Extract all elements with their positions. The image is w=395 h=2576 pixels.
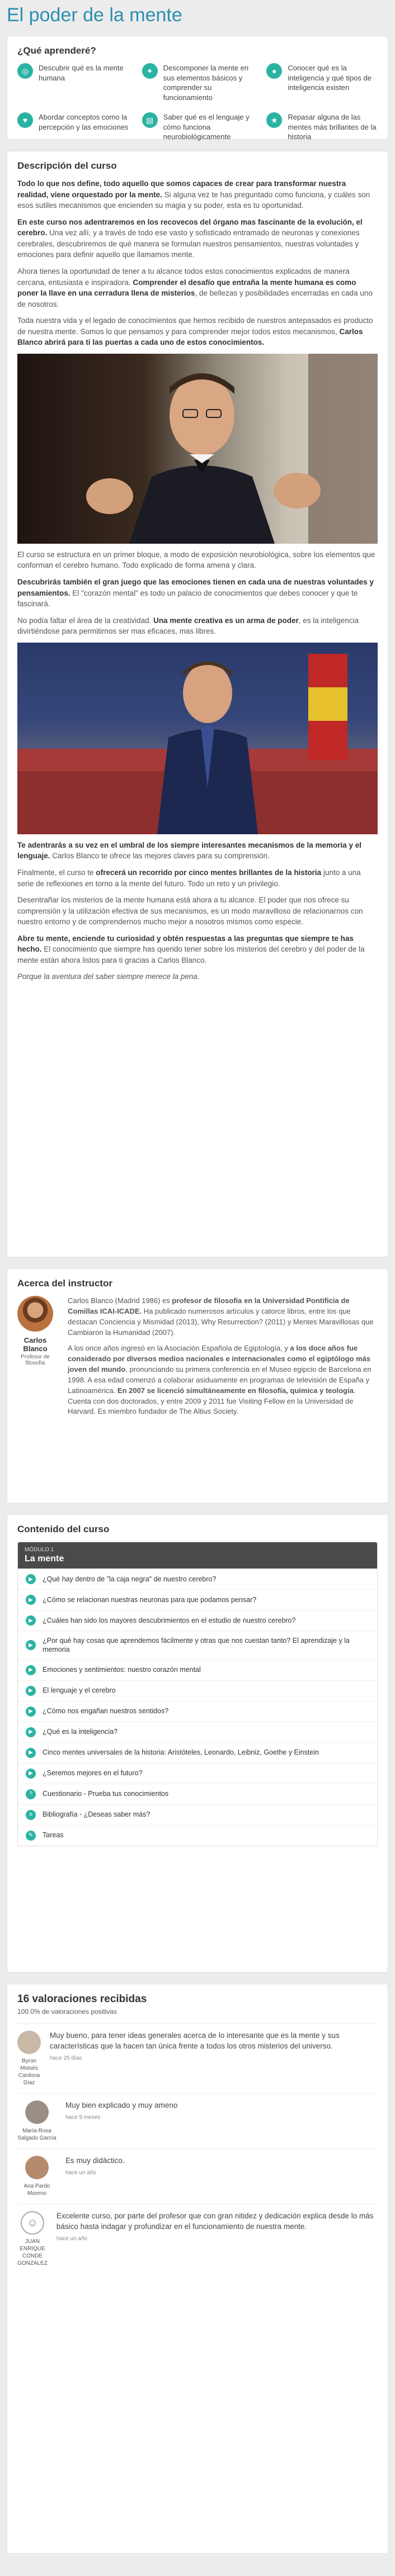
- lesson-title: El lenguaje y el cerebro: [43, 1686, 116, 1695]
- lesson-item[interactable]: [18, 1701, 377, 1722]
- bio-bold: En 2007 se licenció simultáneamente en filosofía, química y teología: [117, 1386, 354, 1395]
- reviews-subtitle: 100.0% de valoraciones positivas: [17, 2008, 117, 2016]
- reviewer-avatar: [17, 2031, 41, 2054]
- lesson-title: ¿Cómo se relacionan nuestras neuronas para que podamos pensar?: [43, 1595, 257, 1604]
- module-header[interactable]: [18, 1542, 377, 1569]
- learn-item: [17, 63, 129, 102]
- desc-bold: Abre tu mente, enciende tu curiosidad y obtén respuestas a las preguntas que siempre te has hecho.: [17, 934, 354, 954]
- bio-text: Ha publicado numerosos artículos y catorce libros, entre los que destacan Conciencia y Mismidad (2013), Why Resurrection? (2011) y Mentes Maravillosas que Cambiaron la Humanidad (2007).: [68, 1306, 374, 1337]
- description-card: [7, 151, 388, 1257]
- lesson-title: Emociones y sentimientos: nuestro corazón mental: [43, 1666, 201, 1674]
- reviewer-name: Byron Moisés Cardona Díaz: [18, 2058, 40, 2086]
- desc-text: El conocimiento que siempre has querido tener sobre los misterios del cerebro y del poder de la mente están ahora listos para ti gracias a Carlos Blanco.: [17, 945, 365, 964]
- lesson-item[interactable]: [18, 1680, 377, 1701]
- desc-text: junto a una serie de reflexiones en torno a la mente del futuro. Todo un reto y un privilegio.: [17, 868, 361, 888]
- review-text: Muy bien explicado y muy ameno: [65, 2101, 178, 2109]
- lesson-item[interactable]: [18, 1610, 377, 1631]
- star-icon: ★: [266, 112, 282, 128]
- play-icon: ▶: [26, 1769, 36, 1779]
- review-date: hace un año: [56, 2235, 87, 2242]
- learn-item-text: Descomponer la mente en sus elementos básicos y comprender su funcionamiento: [163, 64, 249, 102]
- desc-paragraph: [17, 315, 378, 348]
- learn-item-text: Abordar conceptos como la percepción y las emociones: [39, 113, 129, 131]
- review-item: [17, 2093, 378, 2149]
- play-icon: ▶: [26, 1574, 36, 1584]
- desc-paragraph: [17, 178, 378, 211]
- lesson-title: ¿Qué es la inteligencia?: [43, 1728, 118, 1736]
- lesson-title: Bibliografía - ¿Deseas saber más?: [43, 1810, 151, 1819]
- bio-paragraph: [68, 1296, 378, 1338]
- lesson-item[interactable]: [18, 1722, 377, 1742]
- desc-paragraph: El curso se estructura en un primer bloque, a modo de exposición neurobiológica, sobre los elementos que conforman el cerebro humano. Todo explicado de forma amena y clara.: [17, 550, 375, 570]
- desc-bold: Te adentrarás a su vez en el umbral de los siempre interesantes mecanismos de la memoria y el lenguaje.: [17, 840, 362, 861]
- instructor-title: Acerca del instructor: [17, 1278, 113, 1289]
- review-text: Es muy didáctico.: [65, 2156, 125, 2165]
- instructor-photo-auditorium: [17, 643, 378, 834]
- lesson-item[interactable]: [18, 1569, 377, 1589]
- review-item: [17, 2204, 378, 2274]
- learn-item-text: Saber qué es el lenguaje y cómo funciona neurobiológicamente: [163, 113, 250, 141]
- desc-text: , es la inteligencia divirtiéndose para permitirnos ser mas eficaces, mas libres.: [17, 616, 359, 636]
- bio-text: . Cuenta con dos doctorados, y entre 2009 y 2011 fue Visiting Fellow en la Universidad de Harvard. Es miembro fundador de The Altius Society.: [68, 1386, 356, 1416]
- review-text: Excelente curso, por parte del profesor que con gran nitidez y dedicación explica desde lo más básico hasta indagar y profundizar en el funcionamiento de nuestra mente.: [56, 2212, 374, 2231]
- desc-paragraph: [17, 217, 378, 260]
- learn-item: [266, 112, 378, 142]
- reviewer-avatar: [25, 2100, 49, 2124]
- desc-text: Carlos Blanco te ofrece las mejores claves para su comprensión.: [50, 852, 270, 861]
- lesson-item[interactable]: [18, 1763, 377, 1784]
- reviewer-name: JUAN ENRIQUE CONDE GONZALEZ: [17, 2238, 48, 2266]
- bio-text: , pronunciando su primera conferencia en el Museo egipcio de Barcelona en 1998. A esa edad comenzó a colaborar asiduamente en programas de televisión de España y Latinoamérica.: [68, 1365, 372, 1395]
- lesson-item[interactable]: [18, 1742, 377, 1763]
- instructor-bio: [68, 1296, 378, 1423]
- review-date: hace 25 días: [50, 2055, 82, 2061]
- bio-paragraph: [68, 1343, 378, 1417]
- desc-paragraph: [17, 577, 378, 610]
- desc-paragraph: [17, 615, 378, 637]
- module-name: La mente: [25, 1554, 64, 1563]
- chart-icon: ▤: [142, 112, 158, 128]
- module: [17, 1542, 378, 1846]
- description-title: Descripción del curso: [17, 160, 117, 171]
- review-text: Muy bueno, para tener ideas generales acerca de lo interesante que es la mente y sus características que la hacen tan única frente a todos los otros misterios del universo.: [50, 2031, 340, 2050]
- lesson-item[interactable]: [18, 1804, 377, 1825]
- lesson-title: ¿Cómo nos engañan nuestros sentidos?: [43, 1707, 169, 1715]
- lightbulb-icon: ✦: [142, 63, 158, 79]
- play-icon: ▶: [26, 1727, 36, 1737]
- lesson-item[interactable]: [18, 1589, 377, 1610]
- reviews-card: [7, 1984, 388, 2554]
- page-title: El poder de la mente: [7, 4, 182, 26]
- desc-text: No podía faltar el área de la creatividad.: [17, 616, 154, 625]
- lesson-title: Tareas: [43, 1831, 64, 1840]
- desc-paragraph: [17, 266, 378, 310]
- content-title: Contenido del curso: [17, 1524, 110, 1534]
- review-item: [17, 2023, 378, 2093]
- learn-item: [142, 112, 253, 142]
- learn-item-text: Repasar alguna de las mentes más brillantes de la historia: [288, 113, 377, 141]
- desc-text: Finalmente, el curso te: [17, 868, 96, 877]
- review-item: [17, 2149, 378, 2204]
- learn-item-text: Conocer qué es la inteligencia y qué tipos de inteligencia existen: [288, 64, 372, 92]
- learn-item: [266, 63, 378, 102]
- play-icon: ▶: [26, 1640, 36, 1650]
- bio-bold: profesor de filosofía en la Universidad Pontificia de Comillas ICAI-ICADE.: [68, 1296, 350, 1315]
- learn-item: [142, 63, 253, 102]
- review-date: hace un año: [65, 2169, 97, 2176]
- play-icon: ▶: [26, 1595, 36, 1605]
- lesson-title: ¿Qué hay dentro de "la caja negra" de nuestro cerebro?: [43, 1575, 217, 1583]
- pencil-icon: ✎: [26, 1831, 36, 1841]
- desc-bold: Todo lo que nos define, todo aquello que somos capaces de crear para transformar nuestra realidad, viene orquestado por la mente.: [17, 179, 346, 199]
- lesson-title: ¿Cuáles han sido los mayores descubrimientos en el estudio de nuestro cerebro?: [43, 1616, 296, 1624]
- user-icon: ●: [266, 63, 282, 79]
- target-icon: ◎: [17, 63, 33, 79]
- instructor-name: Carlos Blanco: [23, 1336, 48, 1353]
- play-icon: ▶: [26, 1707, 36, 1717]
- lesson-title: ¿Seremos mejores en el futuro?: [43, 1769, 143, 1777]
- desc-paragraph: [17, 867, 378, 889]
- desc-text: , de bellezas y posibilidades encerradas en cada uno de nosotros.: [17, 289, 373, 308]
- desc-text: El "corazón mental" es todo un palacio de conocimientos que debes conocer y que te fascinará.: [17, 588, 358, 609]
- play-icon: ▶: [26, 1748, 36, 1758]
- desc-paragraph: Desentrañar los misterios de la mente humana está ahora a tu alcance. El poder que nos ofrece su comprensión y la utilización efectiva de sus mecanismos, es un modo maravilloso de relacionarnos con nuestro entorno y de comprendernos mucho mejor a nosotros mismos como especie.: [17, 896, 363, 926]
- bio-text: A los once años ingresó en la Asociación Española de Egiptología, y: [68, 1344, 290, 1353]
- desc-italic: Porque la aventura del saber siempre merece la pena.: [17, 972, 200, 981]
- lesson-item[interactable]: [18, 1631, 377, 1660]
- desc-paragraph: [17, 933, 378, 966]
- desc-paragraph: [17, 840, 378, 862]
- desc-bold: Descubrirás también el gran juego que las emociones tienen en cada una de nuestras voluntades y pensamientos.: [17, 578, 374, 597]
- heart-icon: ♥: [17, 112, 33, 128]
- desc-bold: Una mente creativa es un arma de poder: [153, 616, 299, 625]
- instructor-profile: [17, 1296, 53, 1423]
- page-header: [0, 0, 395, 36]
- content-card: [7, 1514, 388, 1973]
- default-user-icon: ☺: [21, 2211, 44, 2235]
- bio-bold: a los doce años fue considerado por diversos medios nacionales e internacionales como el egiptólogo más joven del mundo: [68, 1344, 371, 1374]
- desc-bold: Comprender el desafío que entraña la mente humana es como poner la llave en una cerradura llena de misterios: [17, 278, 356, 298]
- lesson-item[interactable]: [18, 1660, 377, 1680]
- reviewer-avatar: [25, 2156, 49, 2179]
- desc-text: Ahora tienes la oportunidad de tener a tu alcance todos estos conocimientos explicados de manera cercana, entusiasta e inspiradora.: [17, 267, 350, 287]
- lesson-item[interactable]: [18, 1825, 377, 1846]
- lesson-title: Cinco mentes universales de la historia: Aristóteles, Leonardo, Leibniz, Goethe y Einstein: [43, 1748, 319, 1757]
- bio-text: Carlos Blanco (Madrid 1986) es: [68, 1296, 172, 1305]
- reviews-title: 16 valoraciones recibidas: [17, 1993, 147, 2005]
- learn-title: ¿Qué aprenderé?: [17, 45, 96, 56]
- lesson-title: ¿Por qué hay cosas que aprendemos fácilmente y otras que nos cuestan tanto? El aprendizaje y la memoria: [43, 1637, 350, 1654]
- reviewer-name: María Rosa Salgado García: [17, 2128, 57, 2141]
- play-icon: ▶: [26, 1615, 36, 1626]
- instructor-avatar: [17, 1296, 53, 1332]
- desc-bold: Carlos Blanco abrirá para ti las puertas a cada uno de estos conocimientos.: [17, 327, 363, 347]
- desc-paragraph: [17, 971, 378, 982]
- learn-item: [17, 112, 129, 142]
- play-icon: ▶: [26, 1665, 36, 1675]
- document-icon: ≡: [26, 1810, 36, 1820]
- desc-bold: En este curso nos adentraremos en los recovecos del órgano mas fascinante de la evolución, el cerebro.: [17, 217, 363, 237]
- play-icon: ▶: [26, 1686, 36, 1696]
- learn-card: [7, 36, 388, 140]
- desc-text: Si alguna vez te has preguntado como funciona, y cuáles son esos sutiles mecanismos que encienden su magia y su poder, esta es tu oportunidad.: [17, 190, 370, 210]
- desc-text: Toda nuestra vida y el legado de conocimientos que hemos recibido de nuestros antepasados es producto de nuestra mente. Somos lo que pensamos y para comprender mejor todos estos mecanismos,: [17, 316, 373, 336]
- lesson-item[interactable]: [18, 1784, 377, 1804]
- instructor-role: Profesor de filosofía: [21, 1354, 50, 1366]
- module-label: MÓDULO 1: [25, 1547, 54, 1553]
- reviewer-name: Ana Pardo Moreno: [23, 2183, 50, 2197]
- desc-text: Una vez allí, y a través de todo ese vasto y sofisticado entramado de neuronas y conexiones cerebrales, descubriremos de qué manera se formulan nuestros pensamientos, nuestras voluntades y emociones para definir aquello que llamamos mente.: [17, 229, 360, 259]
- quiz-icon: ?: [26, 1789, 36, 1799]
- learn-item-text: Descubrir qué es la mente humana: [39, 64, 124, 82]
- lesson-title: Cuestionario - Prueba tus conocimientos: [43, 1790, 169, 1798]
- instructor-card: [7, 1268, 388, 1503]
- instructor-photo-office: [17, 354, 378, 544]
- review-date: hace 9 meses: [65, 2114, 101, 2121]
- desc-bold: ofrecerá un recorrido por cinco mentes brillantes de la historia: [96, 868, 322, 877]
